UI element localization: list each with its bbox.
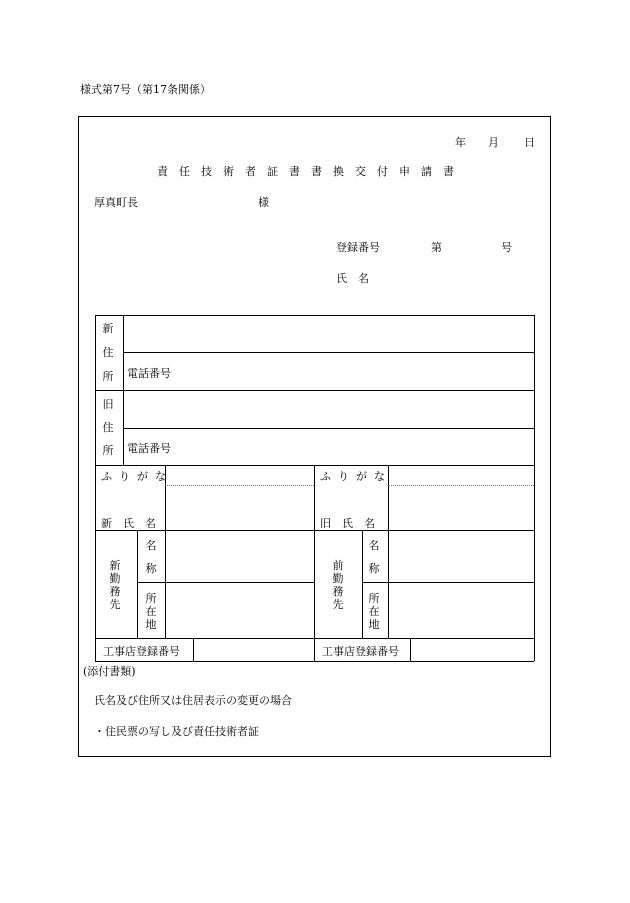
prev-workplace-label-3: 務 bbox=[332, 585, 344, 598]
new-phone-label: 電話番号 bbox=[127, 367, 171, 380]
addressee-honorific: 様 bbox=[258, 196, 269, 209]
new-location-sub-1: 所 bbox=[145, 592, 157, 605]
old-name-label: 旧 氏 名 bbox=[320, 517, 375, 530]
registration-label: 登録番号 bbox=[336, 241, 380, 254]
old-address-label-2: 住 bbox=[102, 421, 114, 434]
new-name-sub-2: 称 bbox=[145, 562, 157, 575]
new-shop-reg-label: 工事店登録番号 bbox=[103, 645, 180, 658]
form-number: 様式第7号（第17条関係） bbox=[80, 83, 211, 96]
date-month: 月 bbox=[488, 136, 499, 149]
attachments-item: ・住民票の写し及び責任技術者証 bbox=[94, 725, 259, 738]
old-furigana-label: ふりがな bbox=[320, 470, 392, 483]
prev-workplace-label-2: 勤 bbox=[332, 572, 344, 585]
old-address-label-1: 旧 bbox=[102, 398, 114, 411]
attachments-case: 氏名及び住所又は住居表示の変更の場合 bbox=[94, 694, 292, 707]
new-workplace-label-2: 勤 bbox=[109, 572, 121, 585]
new-workplace-label-1: 新 bbox=[109, 559, 121, 572]
addressee-name: 厚真町長 bbox=[94, 196, 138, 209]
prev-location-sub-1: 所 bbox=[368, 592, 380, 605]
date-day: 日 bbox=[524, 136, 535, 149]
prev-location-sub-2: 在 bbox=[368, 605, 380, 618]
new-address-label-1: 新 bbox=[102, 322, 114, 335]
applicant-name-label: 氏 名 bbox=[336, 272, 369, 285]
new-name-sub-1: 名 bbox=[145, 539, 157, 552]
new-workplace-label-3: 務 bbox=[109, 585, 121, 598]
new-furigana-label: ふりがな bbox=[101, 470, 173, 483]
new-address-label-3: 所 bbox=[102, 370, 114, 383]
old-address-label-3: 所 bbox=[102, 444, 114, 457]
old-phone-label: 電話番号 bbox=[127, 442, 171, 455]
prev-location-sub-3: 地 bbox=[368, 618, 380, 631]
prev-name-sub-1: 名 bbox=[368, 539, 380, 552]
form-title: 責任技術者証書書換交付申請書 bbox=[157, 165, 465, 178]
new-address-label-2: 住 bbox=[102, 346, 114, 359]
prev-shop-reg-label: 工事店登録番号 bbox=[322, 645, 399, 658]
date-year: 年 bbox=[455, 136, 466, 149]
new-name-label: 新 氏 名 bbox=[101, 517, 156, 530]
new-location-sub-2: 在 bbox=[145, 605, 157, 618]
attachments-heading: (添付書類) bbox=[83, 665, 136, 678]
registration-dai: 第 bbox=[431, 241, 442, 254]
new-workplace-label-4: 先 bbox=[109, 598, 121, 611]
registration-go: 号 bbox=[501, 241, 512, 254]
prev-name-sub-2: 称 bbox=[368, 562, 380, 575]
prev-workplace-label-4: 先 bbox=[332, 598, 344, 611]
new-location-sub-3: 地 bbox=[145, 618, 157, 631]
prev-workplace-label-1: 前 bbox=[332, 559, 344, 572]
